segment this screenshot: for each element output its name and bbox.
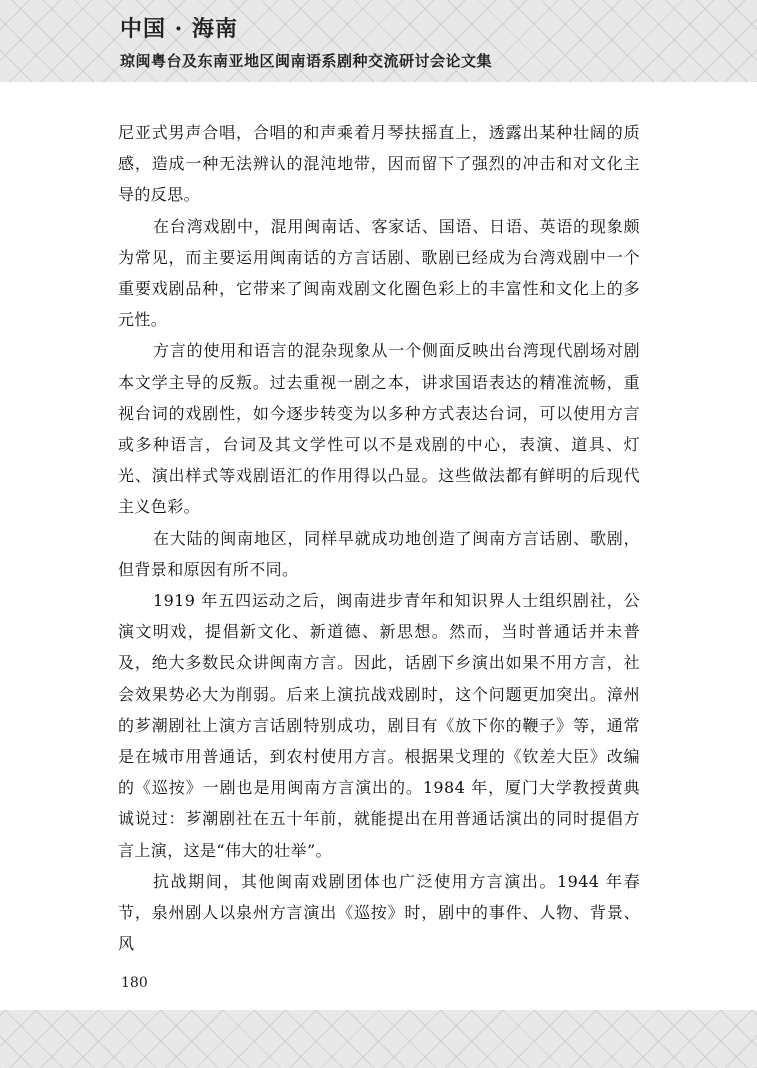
page-number: 180 (121, 975, 148, 991)
paragraph: 在大陆的闽南地区，同样早就成功地创造了闽南方言话剧、歌剧，但背景和原因有所不同。 (118, 528, 640, 579)
book-title: 中国 · 海南 (120, 16, 238, 42)
paragraph: 尼亚式男声合唱，合唱的和声乘着月琴扶摇直上，透露出某种壮阔的质感，造成一种无法辨认的混沌地带，因而留下了强烈的冲击和对文化主导的反思。 (118, 123, 640, 205)
body-text (118, 117, 640, 959)
paragraph: 1919 年五四运动之后，闽南进步青年和知识界人士组织剧社，公演文明戏，提倡新文化、新道德、新思想。然而，当时普通话并未普及，绝大多数民众讲闽南方言。因此，话剧下乡演出如果不用方言，社会效果势必大为削弱。后来上演抗战戏剧时，这个问题更加突出。漳州的芗潮剧社上演方言话剧特别成功，剧目有《放下你的鞭子》等，通常是在城市用普通话，到农村使用方言。根据果戈理的《钦差大臣》改编的《巡按》一剧也是用闽南方言演出的。1984 年，厦门大学教授黄典诚说过：芗潮剧社在五十年前，就能提出在用普通话演出的同时提倡方言上演，这是“伟大的壮举”。 (118, 591, 640, 860)
book-subtitle: 琼闽粤台及东南亚地区闽南语系剧种交流研讨会论文集 (120, 52, 493, 70)
footer-banner (0, 1010, 757, 1068)
paragraph: 方言的使用和语言的混杂现象从一个侧面反映出台湾现代剧场对剧本文学主导的反叛。过去重视一剧之本，讲求国语表达的精准流畅，重视台词的戏剧性，如今逐步转变为以多种方式表达台词，可以使用方言或多种语言，台词及其文学性可以不是戏剧的中心，表演、道具、灯光、演出样式等戏剧语汇的作用得以凸显。这些做法都有鲜明的后现代主义色彩。 (118, 341, 640, 517)
paragraph: 抗战期间，其他闽南戏剧团体也广泛使用方言演出。1944 年春节，泉州剧人以泉州方言演出《巡按》时，剧中的事件、人物、背景、风 (118, 871, 640, 954)
paragraph: 在台湾戏剧中，混用闽南话、客家话、国语、日语、英语的现象颇为常见，而主要运用闽南话的方言话剧、歌剧已经成为台湾戏剧中一个重要戏剧品种，它带来了闽南戏剧文化圈色彩上的丰富性和文化上的多元性。 (118, 216, 640, 330)
